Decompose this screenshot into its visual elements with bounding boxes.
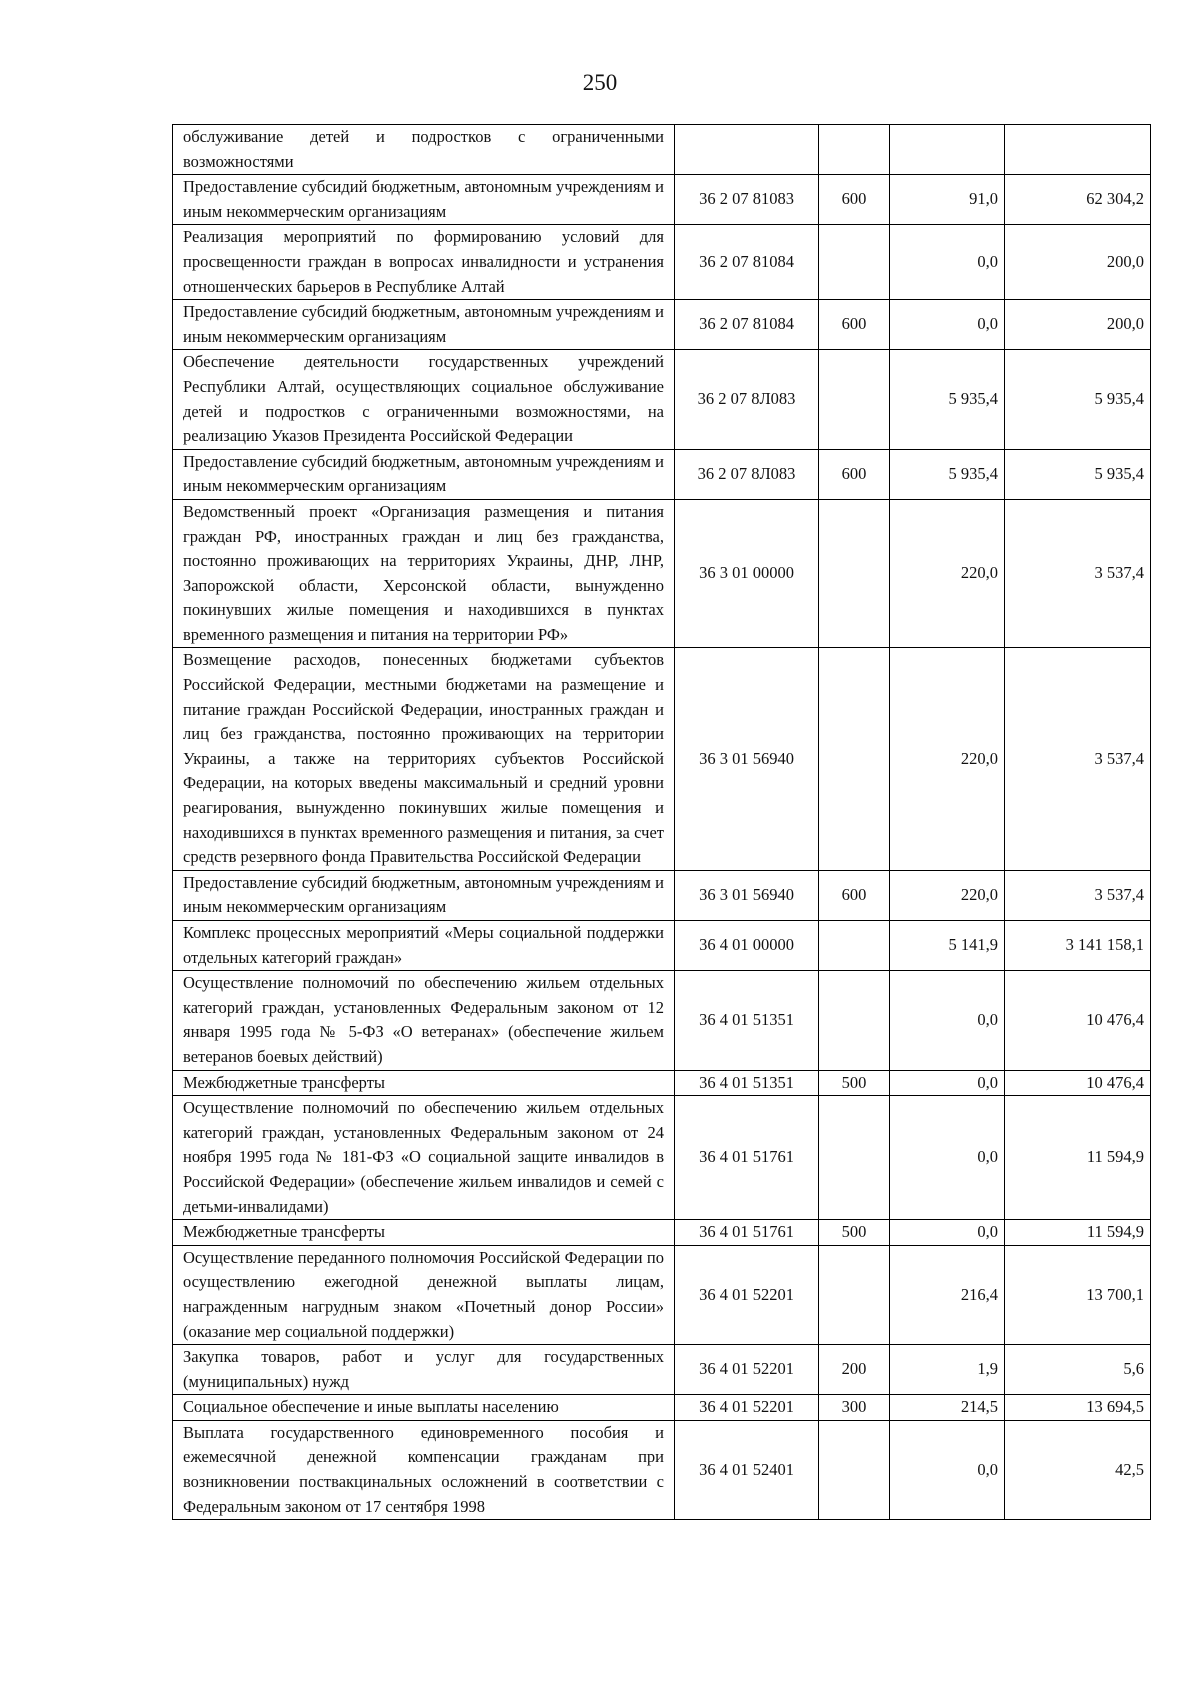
row-code: 36 3 01 56940 [675, 870, 819, 920]
row-amount-2: 13 700,1 [1005, 1245, 1151, 1344]
row-code: 36 4 01 51351 [675, 1070, 819, 1096]
row-amount-1: 1,9 [890, 1345, 1005, 1395]
budget-table [172, 124, 1151, 1520]
row-code: 36 2 07 81084 [675, 300, 819, 350]
row-expense-type: 300 [819, 1395, 890, 1421]
row-code: 36 3 01 56940 [675, 648, 819, 870]
row-code: 36 4 01 51761 [675, 1096, 819, 1220]
row-expense-type [819, 921, 890, 971]
row-amount-2: 11 594,9 [1005, 1220, 1151, 1246]
table-row [173, 499, 1151, 648]
row-amount-1: 5 935,4 [890, 449, 1005, 499]
row-amount-1: 220,0 [890, 499, 1005, 648]
row-amount-1: 0,0 [890, 225, 1005, 300]
row-expense-type: 500 [819, 1220, 890, 1246]
row-amount-1: 220,0 [890, 648, 1005, 870]
row-expense-type [819, 1420, 890, 1519]
table-row [173, 971, 1151, 1070]
row-expense-type: 200 [819, 1345, 890, 1395]
row-code: 36 4 01 52401 [675, 1420, 819, 1519]
row-code: 36 3 01 00000 [675, 499, 819, 648]
row-expense-type [819, 1096, 890, 1220]
row-amount-2: 5,6 [1005, 1345, 1151, 1395]
row-description: Возмещение расходов, понесенных бюджетами субъектов Российской Федерации, местными бюджетами на размещение и питание граждан Российской Федерации, иностранных граждан и лиц без гражданства, постоянно проживающих на территории Украины, а также на территориях субъектов Российской Федерации, на которых введены максимальный и средний уровни реагирования, вынужденно покинувших жилые помещения и находившихся в пунктах временного размещения и питания, за счет средств резервного фонда Правительства Российской Федерации [173, 648, 675, 870]
row-amount-2: 200,0 [1005, 300, 1151, 350]
row-code: 36 4 01 51351 [675, 971, 819, 1070]
table-row [173, 870, 1151, 920]
row-code [675, 125, 819, 175]
row-code: 36 4 01 51761 [675, 1220, 819, 1246]
row-amount-2: 11 594,9 [1005, 1096, 1151, 1220]
row-amount-2: 5 935,4 [1005, 449, 1151, 499]
row-expense-type: 500 [819, 1070, 890, 1096]
row-amount-2 [1005, 125, 1151, 175]
row-amount-1: 0,0 [890, 300, 1005, 350]
row-amount-1: 214,5 [890, 1395, 1005, 1421]
row-expense-type [819, 971, 890, 1070]
table-row [173, 648, 1151, 870]
row-code: 36 2 07 81084 [675, 225, 819, 300]
row-amount-1: 0,0 [890, 1070, 1005, 1096]
row-description: Осуществление полномочий по обеспечению жильем отдельных категорий граждан, установленных Федеральным законом от 24 ноября 1995 года № 181-ФЗ «О социальной защите инвалидов в Российской Федерации» (обеспечение жильем инвалидов и семей с детьми-инвалидами) [173, 1096, 675, 1220]
row-description: Межбюджетные трансферты [173, 1220, 675, 1246]
row-amount-1: 0,0 [890, 971, 1005, 1070]
row-description: Реализация мероприятий по формированию условий для просвещенности граждан в вопросах инвалидности и устранения отношенческих барьеров в Республике Алтай [173, 225, 675, 300]
row-amount-1: 5 141,9 [890, 921, 1005, 971]
table-row [173, 125, 1151, 175]
table-row [173, 300, 1151, 350]
table-row [173, 1395, 1151, 1421]
row-description: Комплекс процессных мероприятий «Меры социальной поддержки отдельных категорий граждан» [173, 921, 675, 971]
row-description: Выплата государственного единовременного пособия и ежемесячной денежной компенсации гражданам при возникновении поствакцинальных осложнений в соответствии с Федеральным законом от 17 сентября 1998 [173, 1420, 675, 1519]
row-amount-2: 200,0 [1005, 225, 1151, 300]
row-description: Предоставление субсидий бюджетным, автономным учреждениям и иным некоммерческим организациям [173, 870, 675, 920]
row-expense-type [819, 648, 890, 870]
row-description: Обеспечение деятельности государственных учреждений Республики Алтай, осуществляющих социальное обслуживание детей и подростков с ограниченными возможностями, на реализацию Указов Президента Российской Федерации [173, 350, 675, 449]
row-description: Осуществление полномочий по обеспечению жильем отдельных категорий граждан, установленных Федеральным законом от 12 января 1995 года № 5-ФЗ «О ветеранах» (обеспечение жильем ветеранов боевых действий) [173, 971, 675, 1070]
row-code: 36 4 01 52201 [675, 1245, 819, 1344]
row-amount-1: 220,0 [890, 870, 1005, 920]
row-code: 36 2 07 8Л083 [675, 449, 819, 499]
row-amount-2: 3 537,4 [1005, 648, 1151, 870]
row-code: 36 4 01 52201 [675, 1395, 819, 1421]
row-amount-1: 0,0 [890, 1420, 1005, 1519]
row-amount-2: 3 537,4 [1005, 499, 1151, 648]
row-amount-1: 0,0 [890, 1220, 1005, 1246]
row-amount-2: 5 935,4 [1005, 350, 1151, 449]
table-row [173, 449, 1151, 499]
row-description: Осуществление переданного полномочия Российской Федерации по осуществлению ежегодной денежной выплаты лицам, награжденным нагрудным знаком «Почетный донор России» (оказание мер социальной поддержки) [173, 1245, 675, 1344]
row-description: Закупка товаров, работ и услуг для государственных (муниципальных) нужд [173, 1345, 675, 1395]
row-expense-type: 600 [819, 449, 890, 499]
row-amount-1 [890, 125, 1005, 175]
page-number: 250 [582, 70, 618, 95]
row-amount-1: 5 935,4 [890, 350, 1005, 449]
row-code: 36 2 07 81083 [675, 175, 819, 225]
row-expense-type: 600 [819, 175, 890, 225]
row-expense-type [819, 1245, 890, 1344]
row-expense-type [819, 125, 890, 175]
row-amount-2: 3 141 158,1 [1005, 921, 1151, 971]
table-row [173, 1345, 1151, 1395]
row-amount-2: 62 304,2 [1005, 175, 1151, 225]
row-description: Ведомственный проект «Организация размещения и питания граждан РФ, иностранных граждан и лиц без гражданства, постоянно проживающих на территориях Украины, ДНР, ЛНР, Запорожской области, Херсонской области, вынужденно покинувших жилые помещения и находившихся в пунктах временного размещения и питания на территории РФ» [173, 499, 675, 648]
row-expense-type [819, 225, 890, 300]
row-amount-1: 0,0 [890, 1096, 1005, 1220]
table-row [173, 1420, 1151, 1519]
row-expense-type: 600 [819, 300, 890, 350]
row-description: обслуживание детей и подростков с ограниченными возможностями [173, 125, 675, 175]
table-row [173, 175, 1151, 225]
row-amount-2: 10 476,4 [1005, 971, 1151, 1070]
table-row [173, 350, 1151, 449]
row-code: 36 2 07 8Л083 [675, 350, 819, 449]
row-description: Социальное обеспечение и иные выплаты населению [173, 1395, 675, 1421]
row-amount-2: 3 537,4 [1005, 870, 1151, 920]
row-amount-2: 10 476,4 [1005, 1070, 1151, 1096]
row-amount-1: 91,0 [890, 175, 1005, 225]
row-amount-1: 216,4 [890, 1245, 1005, 1344]
row-expense-type [819, 350, 890, 449]
table-row [173, 1245, 1151, 1344]
row-code: 36 4 01 00000 [675, 921, 819, 971]
table-row [173, 225, 1151, 300]
row-code: 36 4 01 52201 [675, 1345, 819, 1395]
row-description: Предоставление субсидий бюджетным, автономным учреждениям и иным некоммерческим организациям [173, 175, 675, 225]
table-row [173, 1220, 1151, 1246]
row-amount-2: 13 694,5 [1005, 1395, 1151, 1421]
row-expense-type: 600 [819, 870, 890, 920]
table-row [173, 1096, 1151, 1220]
row-expense-type [819, 499, 890, 648]
row-description: Межбюджетные трансферты [173, 1070, 675, 1096]
row-amount-2: 42,5 [1005, 1420, 1151, 1519]
row-description: Предоставление субсидий бюджетным, автономным учреждениям и иным некоммерческим организациям [173, 449, 675, 499]
row-description: Предоставление субсидий бюджетным, автономным учреждениям и иным некоммерческим организациям [173, 300, 675, 350]
table-row [173, 921, 1151, 971]
table-row [173, 1070, 1151, 1096]
